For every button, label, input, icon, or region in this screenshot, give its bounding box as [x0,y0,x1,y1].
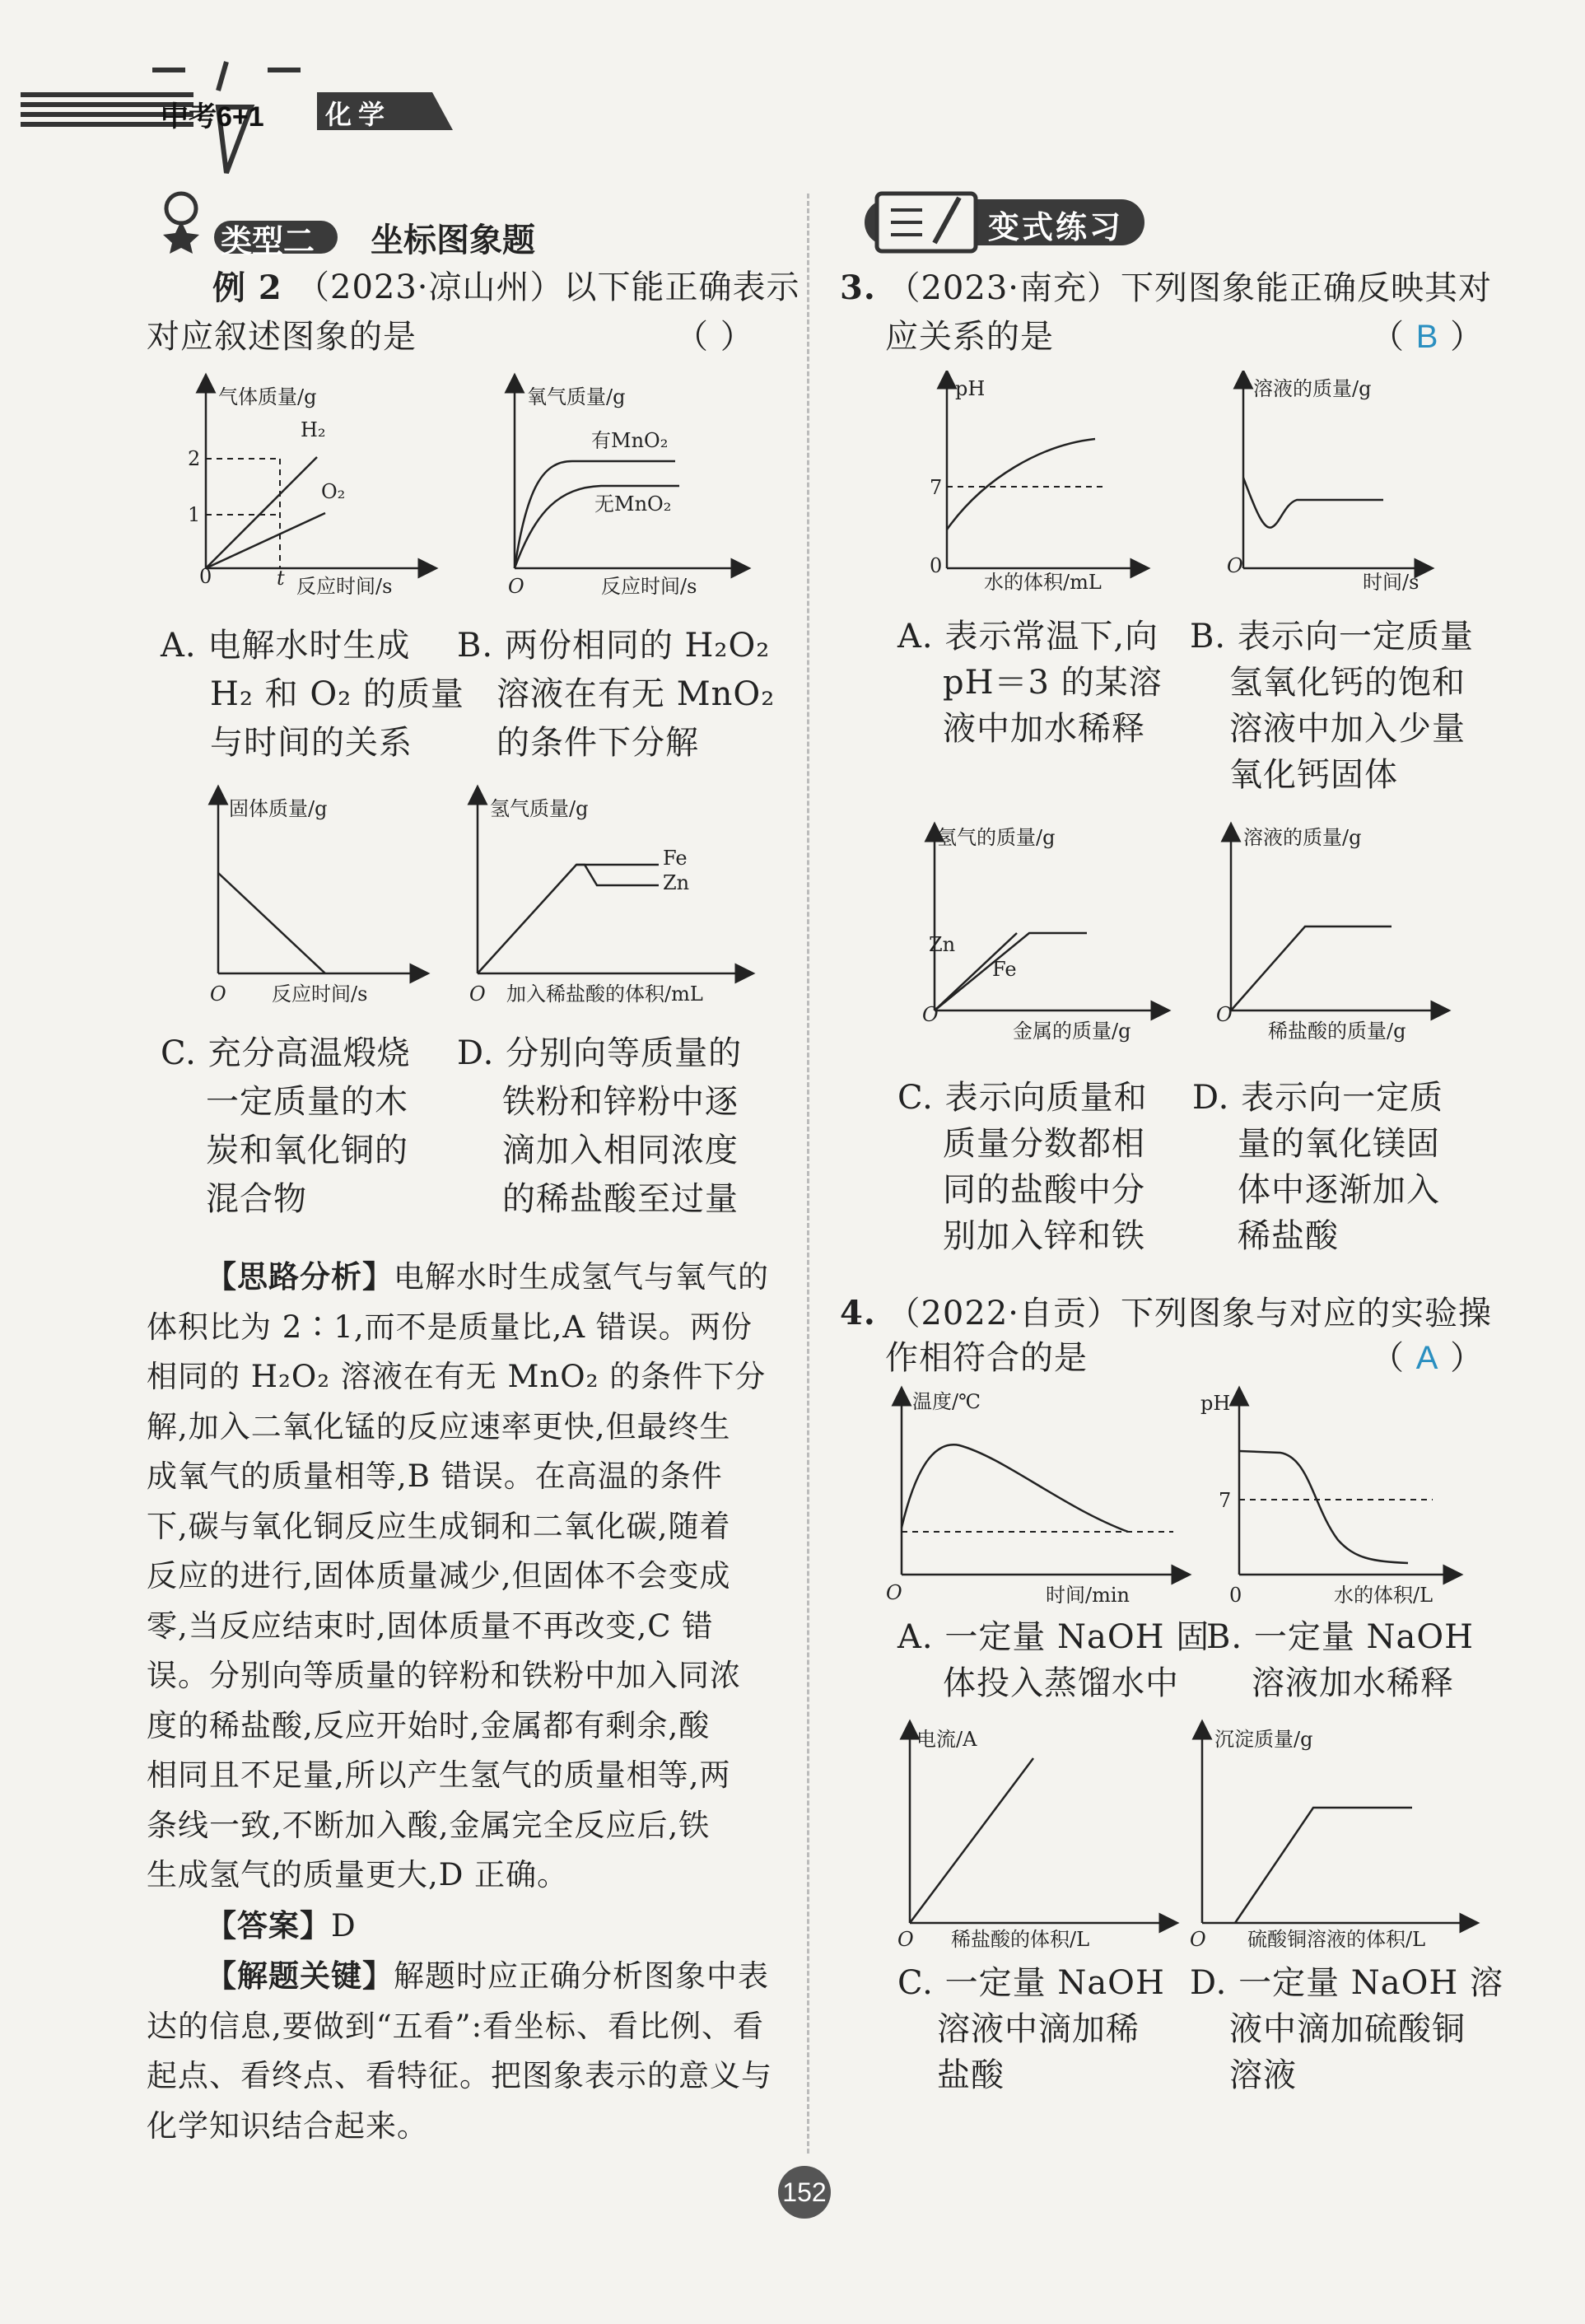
q3-graph-a [893,371,1157,609]
q3-option-a: A. 表示常温下,向 pH＝3 的某溶 液中加水稀释 [897,618,1163,748]
q3-graph-b [1186,371,1449,609]
origin: 0 [1229,1584,1242,1606]
brand-logo: 中考6+1 [161,101,264,133]
option-c: C. 充分高温煅烧 一定质量的木 炭和氧化铜的 混合物 [161,1034,411,1218]
series-h2 [206,457,317,568]
series-ph [1239,1451,1408,1563]
q3-option-c: C. 表示向质量和 质量分数都相 同的盐酸中分 别加入锌和铁 [897,1079,1148,1255]
x-label: 时间/min [1046,1584,1130,1606]
tick-7: 7 [930,476,943,499]
tick-1: 1 [188,503,201,526]
q3-stem: 3. （2023·南充）下列图象能正确反映其对 [840,268,1492,307]
x-label: 反应时间/s [272,982,368,1006]
origin: O [886,1581,902,1604]
origin: O [922,1003,939,1026]
y-label: 溶液的质量/g [1243,826,1362,849]
x-label: 反应时间/s [601,575,697,598]
x-label: 反应时间/s [296,575,393,598]
origin: O [897,1928,914,1951]
label-h2: H₂ [301,418,326,441]
origin: O [508,575,524,598]
practice-tag: 变式练习 [988,211,1124,245]
y-label: 温度/℃ [912,1390,981,1413]
x-label: 时间/s [1363,571,1420,594]
y-label: 氢气的质量/g [937,826,1056,849]
y-label: 溶液的质量/g [1253,377,1372,400]
origin: 0 [930,554,943,577]
series-fe [478,865,659,973]
example-label: 例 2 [212,268,282,307]
series-o2 [206,513,325,568]
q3-option-b: B. 表示向一定质量 氢氧化钙的饱和 溶液中加入少量 氧化钙固体 [1190,618,1474,794]
label-fe: Fe [663,847,688,870]
label-fe: Fe [992,958,1017,981]
label-o2: O₂ [321,480,346,503]
q3-graph-d [1198,819,1461,1058]
series-solution-mass [1243,478,1383,528]
q4-option-c: C. 一定量 NaOH 溶液中滴加稀 盐酸 [897,1964,1165,2094]
origin: O [1190,1928,1206,1951]
y-label: pH [955,377,986,400]
x-label: 金属的质量/g [1013,1020,1131,1043]
series-precipitate [1235,1808,1412,1923]
answer-paren: （ ） [675,318,754,356]
origin: O [469,982,486,1006]
origin: O [210,982,226,1006]
origin: O [1227,554,1243,577]
x-label: 稀盐酸的体积/L [951,1928,1090,1951]
series-zn [576,865,659,885]
graph-b [461,371,774,618]
option-d: D. 分别向等质量的 铁粉和锌粉中逐 滴加入相同浓度 的稀盐酸至过量 [457,1034,743,1218]
origin: O [1216,1003,1233,1026]
example-stem-line2: 对应叙述图象的是 [147,318,417,356]
tick-2: 2 [188,447,201,470]
y-label: 固体质量/g [229,797,328,820]
q4-graph-b [1194,1384,1474,1606]
series-temperature [902,1444,1128,1532]
q3-option-d: D. 表示向一定质 量的氧化镁固 体中逐渐加入 稀盐酸 [1192,1079,1444,1255]
option-b: B. 两份相同的 H₂O₂ 溶液在有无 MnO₂ 的条件下分解 [457,627,776,762]
section-title: 坐标图象题 [371,222,535,259]
q3-graph-c [897,819,1177,1058]
x-label: 水的体积/L [1334,1584,1433,1606]
y-label: 氢气质量/g [490,797,589,820]
series-solution-mass [1231,926,1392,1010]
label-with-mno2: 有MnO₂ [591,429,669,452]
graph-d [461,782,774,1013]
q4-answer: （ A ） [1371,1339,1485,1377]
y-label: 电流/A [916,1728,977,1751]
q4-graph-c [889,1717,1186,1956]
q3-stem-line2: 应关系的是 [885,318,1054,356]
q4-graph-a [881,1384,1194,1606]
answer-label: 【答案】 [206,1906,331,1944]
y-label: 氧气质量/g [527,385,626,408]
q4-option-d: D. 一定量 NaOH 溶 液中滴加硫酸铜 溶液 [1190,1964,1504,2094]
answer-value: D [331,1907,357,1944]
subject-label: 化学 [325,100,392,129]
q3-answer: （ B ） [1371,318,1485,356]
label-zn: Zn [663,871,690,894]
series-current [910,1758,1033,1923]
analysis-label: 【思路分析】 [206,1258,394,1295]
q4-stem-line2: 作相符合的是 [885,1339,1088,1377]
x-label: 稀盐酸的质量/g [1268,1020,1406,1043]
key-label: 【解题关键】 [206,1958,394,1994]
y-label: pH [1200,1392,1231,1415]
q4-option-a: A. 一定量 NaOH 固 体投入蒸馏水中 [897,1618,1210,1702]
q4-stem: 4. （2022·自贡）下列图象与对应的实验操 [840,1294,1492,1332]
section-tag: 类型二 [221,225,315,259]
column-divider [807,194,809,2154]
graph-c [165,782,445,1013]
q4-option-b: B. 一定量 NaOH 溶液加水稀释 [1206,1618,1475,1702]
option-a: A. 电解水时生成 H₂ 和 O₂ 的质量 与时间的关系 [161,627,464,762]
label-zn: Zn [929,933,956,956]
tick-t: t [277,567,285,590]
tick-7: 7 [1219,1489,1232,1512]
analysis: 【思路分析】电解水时生成氢气与氧气的 体积比为 2∶1,而不是质量比,A 错误。两份 相同的 H₂O₂ 溶液在有无 MnO₂ 的条件下分 解,加入二氧化锰的反应速率更快,但最终生 成氧气的质量相等,B 错误。在高温的条件 下,碳与氧化铜反应生成铜和二氧化碳,随着 反应的进行,固体质量减少,但固体不会变成 零,当反应结束时,固体质量不再改变,C 错 误。分别向等质量的锌粉和铁粉中加入同浓 度的稀盐酸,反应开始时,金属都有剩余,酸 相同且不足量,所以产生氢气的质量相等,两 条线一致,不断加入酸,金属完全反应后,铁 生成氢气的质量更大,D 正确。 【答案】D 【解题关键】解题时应正确分析图象中表 达的信息,要做到“五看”:看坐标、看比例、看 起点、看终点、看特征。把图象表示的意义与 化学知识结合起来。 [147,1258,772,2144]
example-stem-line1: （2023·凉山州）以下能正确表示 [296,268,800,306]
graph-a [148,371,461,618]
q4-graph-d [1186,1717,1482,1956]
series-solid-mass [218,873,325,973]
label-without-mno2: 无MnO₂ [594,492,672,516]
series-ph [947,439,1095,530]
y-label: 气体质量/g [218,385,317,408]
x-label: 水的体积/mL [984,571,1102,594]
y-label: 沉淀质量/g [1214,1728,1313,1751]
origin: 0 [199,565,212,588]
x-label: 加入稀盐酸的体积/mL [506,982,703,1006]
page-number: 152 [778,2166,831,2219]
x-label: 硫酸铜溶液的体积/L [1247,1928,1426,1951]
